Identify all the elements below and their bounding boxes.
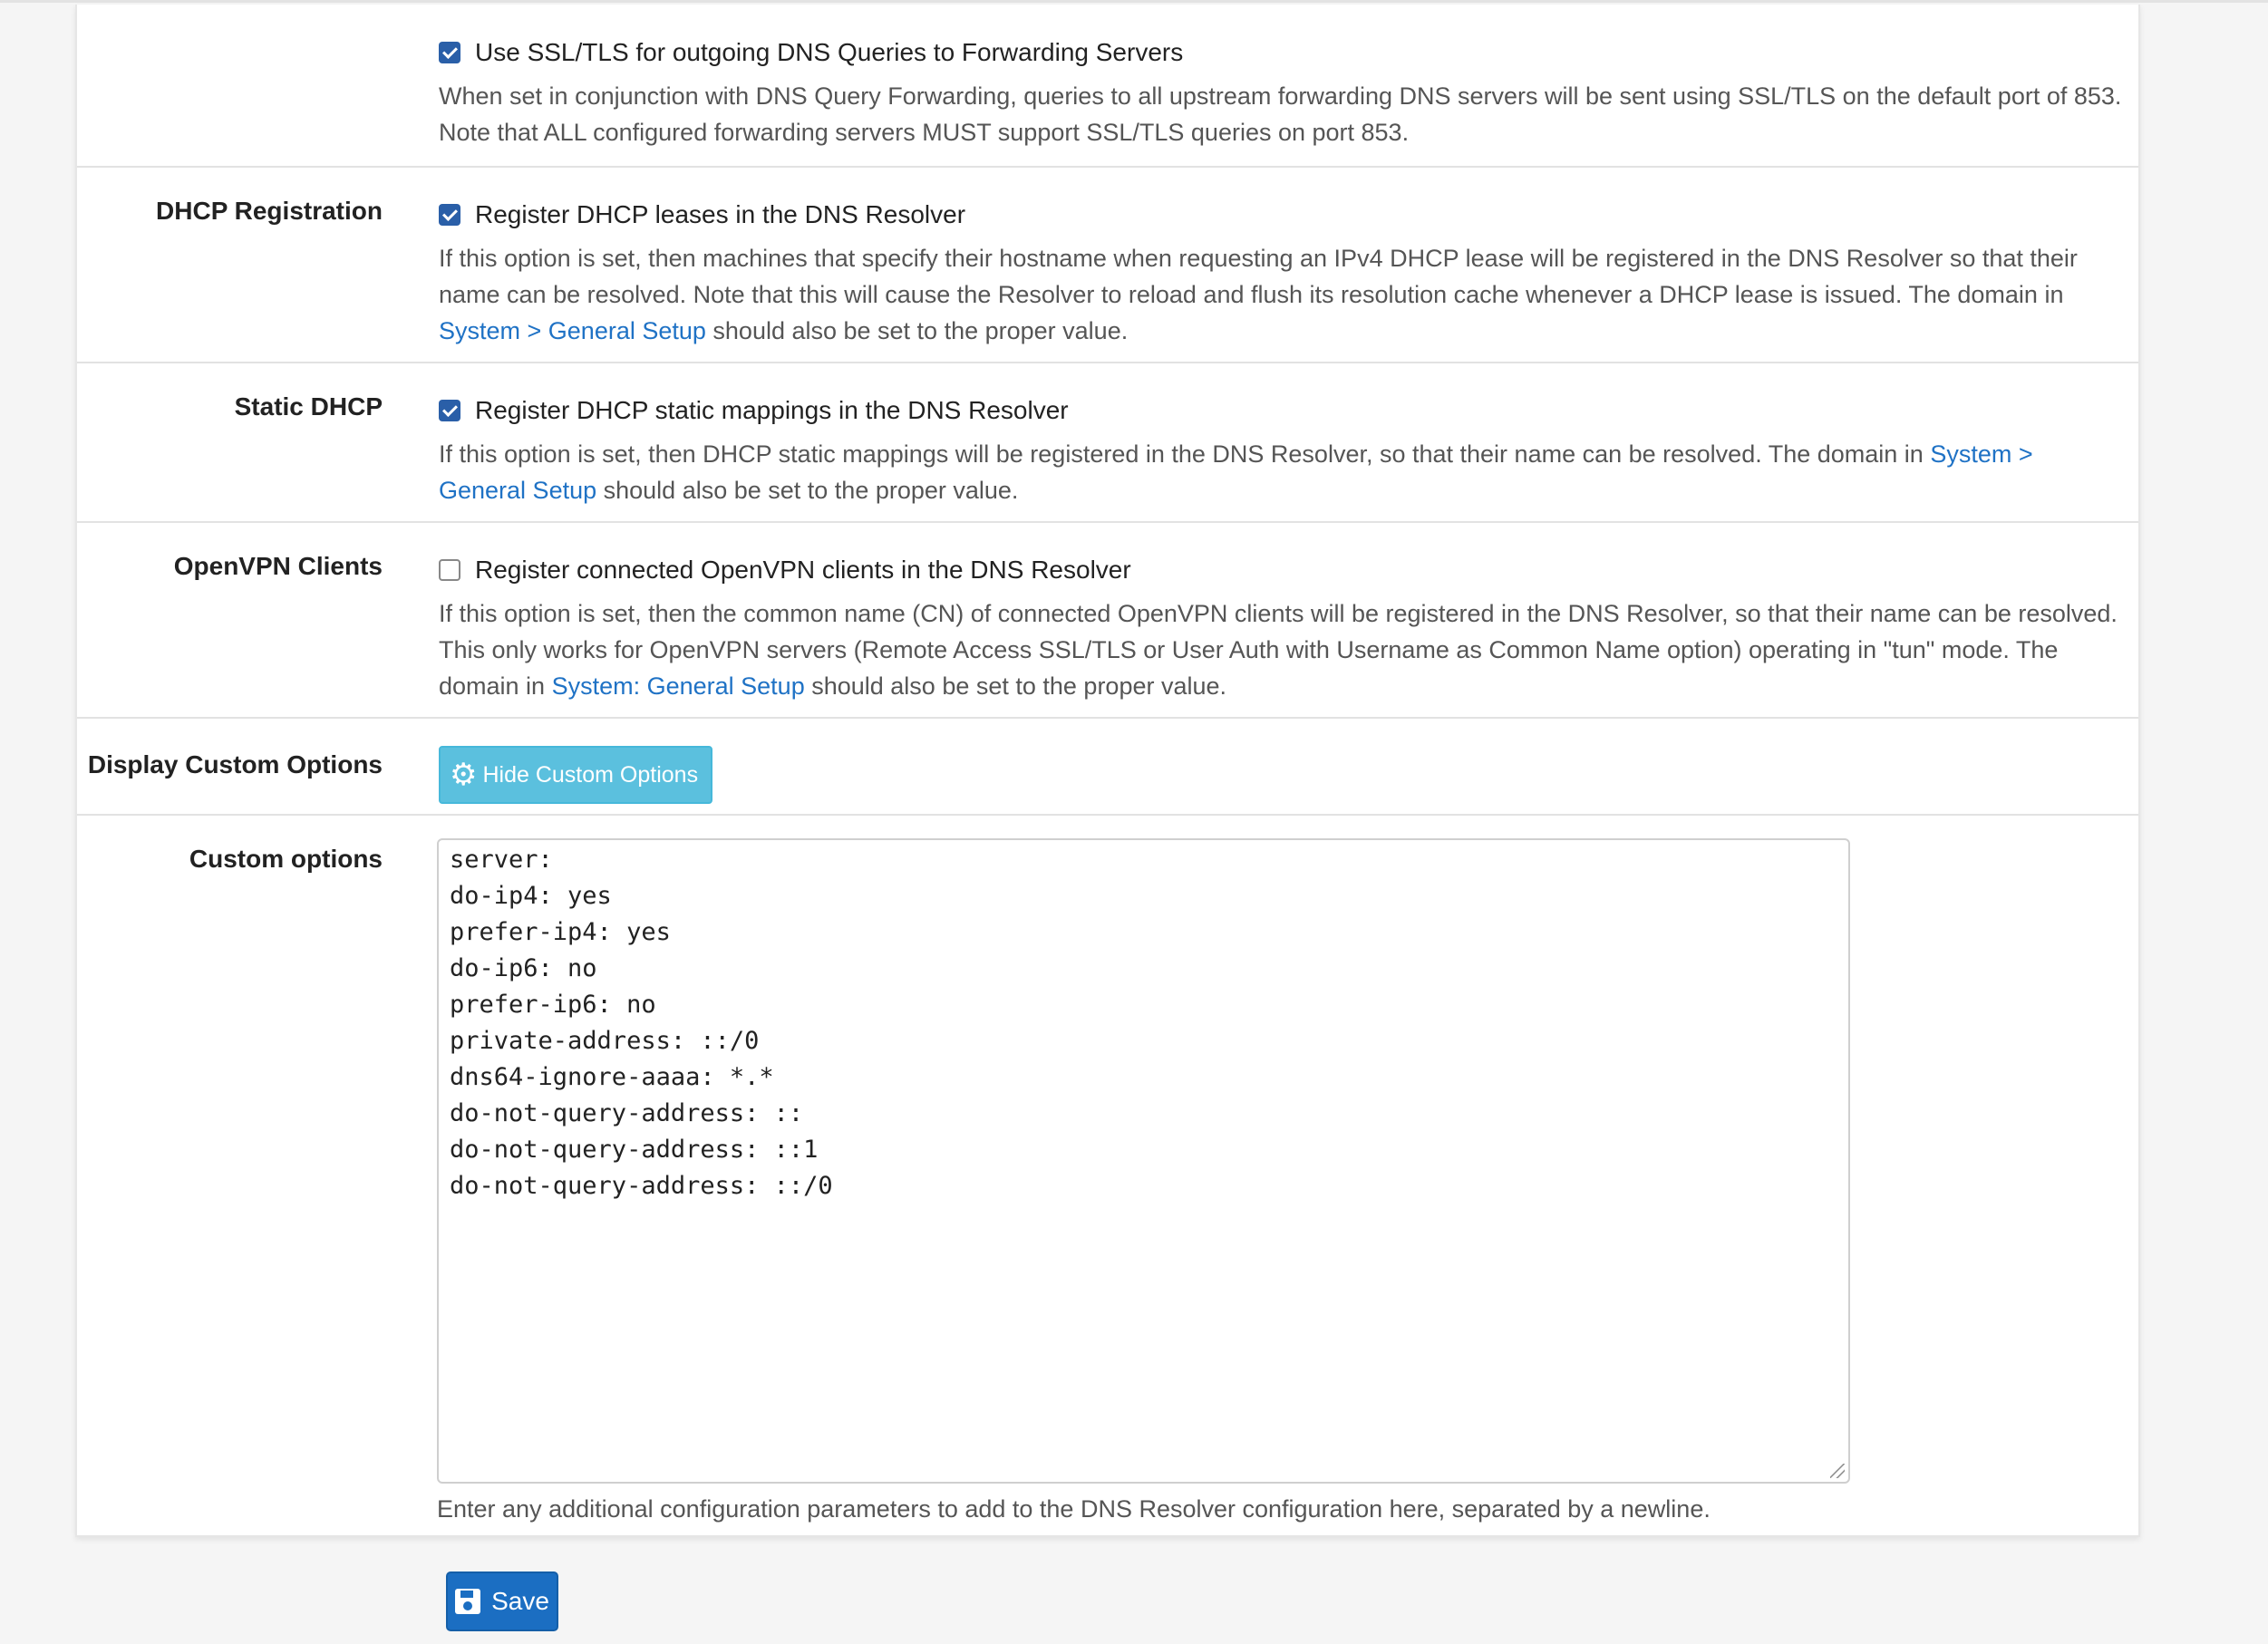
custom-options-help: Enter any additional configuration parameters to add to the DNS Resolver configuration here, separated by a newline. — [437, 1495, 1711, 1523]
static-dhcp-general-setup-link[interactable]: System > General Setup — [439, 440, 2033, 504]
dhcp-registration-help-text-end: should also be set to the proper value. — [705, 317, 1129, 344]
hide-custom-options-button[interactable] — [439, 746, 712, 804]
dhcp-registration-general-setup-link[interactable]: System > General Setup — [439, 317, 706, 344]
row-openvpn-clients — [77, 523, 2138, 719]
static-dhcp-checkbox[interactable] — [439, 400, 460, 421]
save-button[interactable] — [446, 1571, 558, 1631]
top-divider — [0, 0, 2268, 3]
row-display-custom-options — [77, 719, 2138, 816]
openvpn-clients-help-text-end: should also be set to the proper value. — [804, 672, 1227, 700]
dhcp-registration-checkbox-label: Register DHCP leases in the DNS Resolver — [475, 200, 966, 228]
ssl-tls-help: When set in conjunction with DNS Query Forwarding, queries to all upstream forwarding DNS servers will be sent using SSL/TLS on the default port of 853. Note that ALL configured forwarding servers MUST support SSL/TLS queries on port 853. — [439, 82, 2122, 146]
row-custom-options — [77, 816, 2138, 1537]
floppy-disk-icon — [455, 1589, 480, 1614]
ssl-tls-checkbox-label: Use SSL/TLS for outgoing DNS Queries to Forwarding Servers — [475, 38, 1184, 66]
save-button-label: Save — [491, 1587, 549, 1615]
display-custom-options-label: Display Custom Options — [87, 750, 383, 778]
row-ssl-tls — [77, 5, 2138, 168]
gear-icon: ⚙ — [450, 758, 478, 792]
static-dhcp-checkbox-label: Register DHCP static mappings in the DNS Resolver — [475, 396, 1069, 424]
custom-options-textarea[interactable]: server: do-ip4: yes prefer-ip4: yes do-ip6: no prefer-ip6: no private-address: ::/0 dns64-ignore-aaaa: *.* do-not-query-address: :: do-not-query-address: ::1 do-not-query-address: ::/0 — [437, 838, 1850, 1484]
static-dhcp-help-text-end: should also be set to the proper value. — [596, 477, 1019, 504]
ssl-tls-checkbox-line[interactable] — [439, 34, 2126, 71]
dhcp-registration-checkbox[interactable] — [439, 204, 460, 226]
dhcp-registration-help — [439, 240, 2126, 349]
custom-options-label: Custom options — [189, 845, 383, 873]
dhcp-registration-help-text: If this option is set, then machines that specify their hostname when requesting an IPv4 DHCP lease will be registered in the DNS Resolver so that their name can be resolved. Note that this will cause the Resolver to reload and flush its resolution cache whenever a DHCP lease is issued. The domain in — [439, 245, 2078, 308]
openvpn-clients-general-setup-link[interactable]: System: General Setup — [551, 672, 805, 700]
static-dhcp-help — [439, 436, 2126, 508]
dhcp-registration-label: DHCP Registration — [156, 197, 383, 225]
settings-panel — [75, 5, 2140, 1537]
dhcp-registration-checkbox-line[interactable] — [439, 197, 2126, 233]
row-dhcp-registration — [77, 168, 2138, 363]
openvpn-clients-checkbox-line[interactable] — [439, 552, 2126, 588]
row-static-dhcp — [77, 363, 2138, 523]
openvpn-clients-label: OpenVPN Clients — [173, 552, 383, 580]
openvpn-clients-checkbox-label: Register connected OpenVPN clients in the DNS Resolver — [475, 556, 1131, 584]
static-dhcp-checkbox-line[interactable] — [439, 392, 2126, 429]
openvpn-clients-help — [439, 595, 2126, 704]
openvpn-clients-help-text: If this option is set, then the common name (CN) of connected OpenVPN clients will be registered in the DNS Resolver, so that their name can be resolved. This only works for OpenVPN servers (Remote Access SSL/TLS or User Auth with Username as Common Name option) operating in "tun" mode. The domain in — [439, 600, 2118, 700]
static-dhcp-help-text: If this option is set, then DHCP static mappings will be registered in the DNS Resolver, so that their name can be resolved. The domain in — [439, 440, 1931, 468]
textarea-resize-handle[interactable] — [1830, 1464, 1845, 1478]
openvpn-clients-checkbox[interactable] — [439, 559, 460, 581]
ssl-tls-checkbox[interactable] — [439, 42, 460, 63]
hide-custom-options-button-label: Hide Custom Options — [482, 761, 699, 788]
static-dhcp-label: Static DHCP — [234, 392, 383, 421]
